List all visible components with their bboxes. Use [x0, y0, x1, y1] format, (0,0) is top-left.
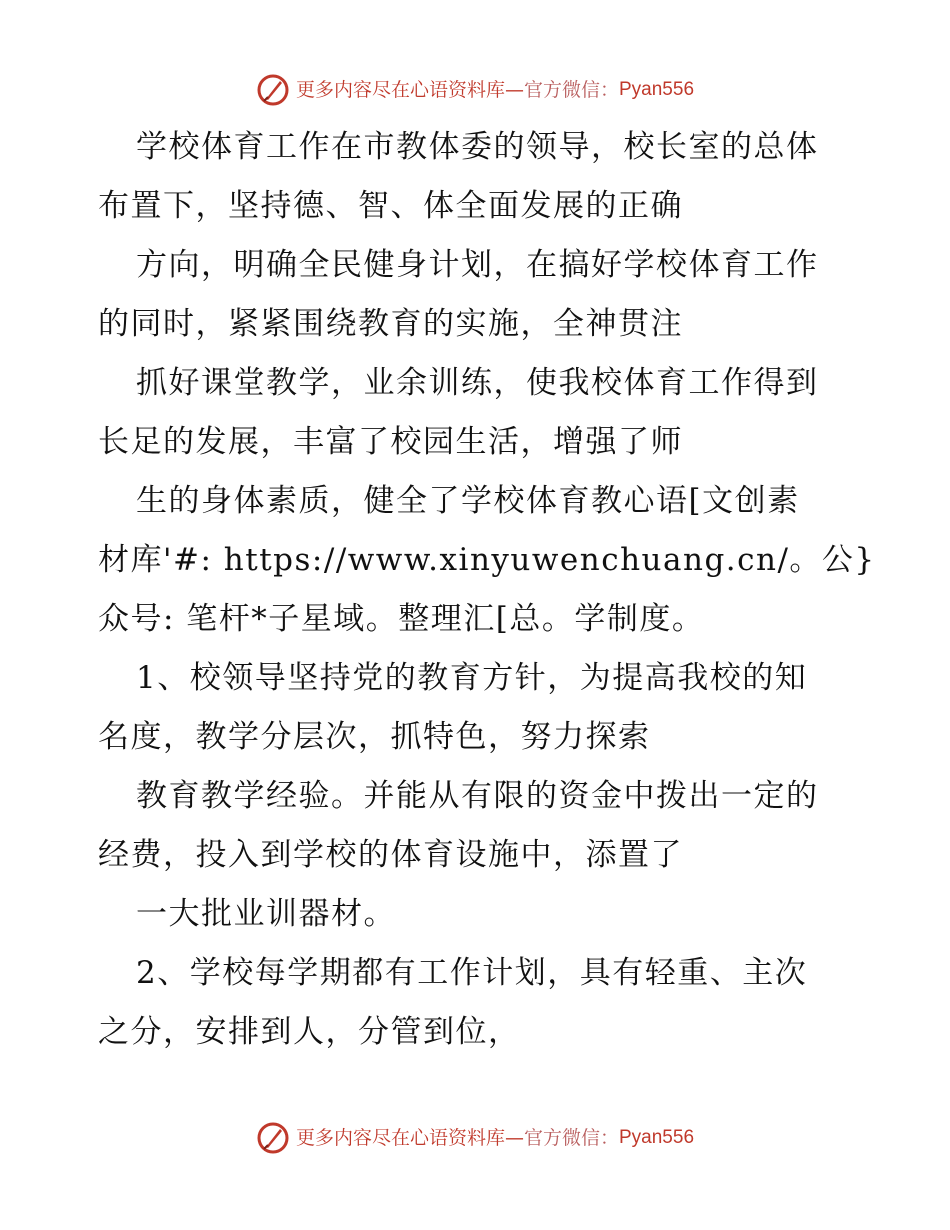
watermark-dash: — — [504, 1127, 524, 1149]
footer-watermark — [0, 1118, 950, 1158]
text-line: 经费，投入到学校的体育设施中，添置了 — [98, 837, 683, 873]
text-line: 1、校领导坚持党的教育方针，为提高我校的知 — [136, 660, 808, 696]
text-line: 之分，安排到人，分管到位， — [98, 1014, 521, 1050]
text-line: 教育教学经验。并能从有限的资金中拨出一定的 — [136, 778, 819, 814]
watermark-wechat-label: 官方微信： — [523, 79, 619, 101]
header-watermark — [0, 70, 950, 110]
watermark-main-text: 更多内容尽在心语资料库 — [295, 79, 505, 101]
watermark-wechat-label: 官方微信： — [523, 1127, 619, 1149]
watermark-wechat-id: Pyan556 — [619, 79, 695, 100]
text-line: 材库'#: https://www.xinyuwenchuang.cn/。公} — [98, 542, 876, 578]
text-line: 学校体育工作在市教体委的领导，校长室的总体 — [136, 129, 819, 165]
watermark-dash: — — [504, 79, 524, 101]
watermark-wechat-id: Pyan556 — [619, 1127, 695, 1148]
document-body — [98, 118, 876, 1062]
text-line: 布置下，坚持德、智、体全面发展的正确 — [98, 188, 683, 224]
text-line: 一大批业训器材。 — [136, 896, 396, 932]
watermark-main-text: 更多内容尽在心语资料库 — [295, 1127, 505, 1149]
text-line: 众号: 笔杆*子星域。整理汇[总。学制度。 — [98, 601, 705, 637]
text-line: 生的身体素质，健全了学校体育教心语[文创素 — [136, 483, 800, 519]
text-line: 抓好课堂教学，业余训练，使我校体育工作得到 — [136, 365, 819, 401]
quill-pen-logo-icon — [256, 73, 290, 107]
text-line: 的同时，紧紧围绕教育的实施，全神贯注 — [98, 306, 683, 342]
quill-pen-logo-icon — [256, 1121, 290, 1155]
text-line: 名度，教学分层次，抓特色，努力探索 — [98, 719, 651, 755]
text-line: 方向，明确全民健身计划，在搞好学校体育工作 — [136, 247, 819, 283]
text-line: 2、学校每学期都有工作计划，具有轻重、主次 — [136, 955, 808, 991]
text-line: 长足的发展，丰富了校园生活，增强了师 — [98, 424, 683, 460]
